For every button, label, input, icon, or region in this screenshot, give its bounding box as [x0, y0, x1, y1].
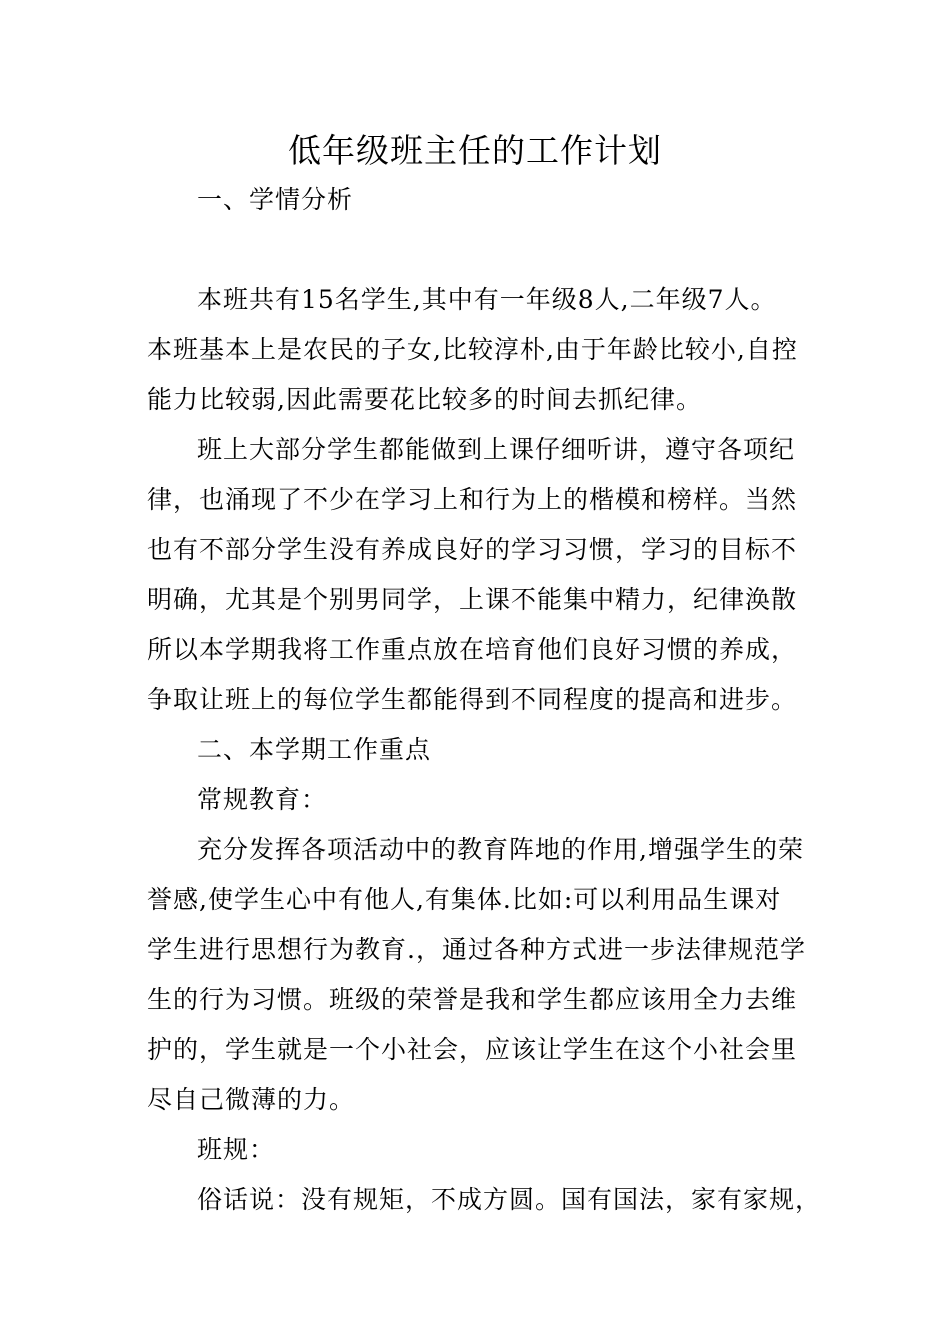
paragraph-line: 争取让班上的每位学生都能得到不同程度的提高和进步。	[147, 685, 798, 714]
subheading-routine-education: 常规教育：	[197, 785, 328, 814]
paragraph-line: 所以本学期我将工作重点放在培育他们良好习惯的养成，	[147, 635, 798, 664]
paragraph-line: 充分发挥各项活动中的教育阵地的作用,增强学生的荣	[197, 835, 804, 864]
paragraph-line: 尽自己微薄的力。	[147, 1085, 356, 1114]
paragraph-line: 誉感,使学生心中有他人,有集体.比如:可以利用品生课对	[147, 885, 782, 914]
paragraph-line: 俗话说：没有规矩，不成方圆。国有国法，家有家规，	[197, 1185, 822, 1214]
heading-learning-analysis: 一、学情分析	[197, 185, 354, 214]
subheading-class-rules: 班规：	[197, 1135, 276, 1164]
heading-work-focus: 二、本学期工作重点	[197, 735, 432, 764]
paragraph-line: 护的，学生就是一个小社会，应该让学生在这个小社会里	[147, 1035, 798, 1064]
paragraph-line: 能力比较弱,因此需要花比较多的时间去抓纪律。	[147, 385, 702, 414]
paragraph-line: 也有不部分学生没有养成良好的学习习惯，学习的目标不	[147, 535, 798, 564]
paragraph-line: 律，也涌现了不少在学习上和行为上的楷模和榜样。当然	[147, 485, 798, 514]
paragraph-line: 明确，尤其是个别男同学，上课不能集中精力，纪律涣散	[147, 585, 798, 614]
paragraph-line: 生的行为习惯。班级的荣誉是我和学生都应该用全力去维	[147, 985, 798, 1014]
paragraph-line: 本班基本上是农民的子女,比较淳朴,由于年龄比较小,自控	[147, 335, 798, 364]
document-title: 低年级班主任的工作计划	[288, 131, 662, 170]
paragraph-line: 学生进行思想行为教育.，通过各种方式进一步法律规范学	[147, 935, 806, 964]
paragraph-line: 班上大部分学生都能做到上课仔细听讲，遵守各项纪	[197, 435, 796, 464]
paragraph-line: 本班共有15名学生,其中有一年级8人,二年级7人。	[197, 285, 777, 314]
